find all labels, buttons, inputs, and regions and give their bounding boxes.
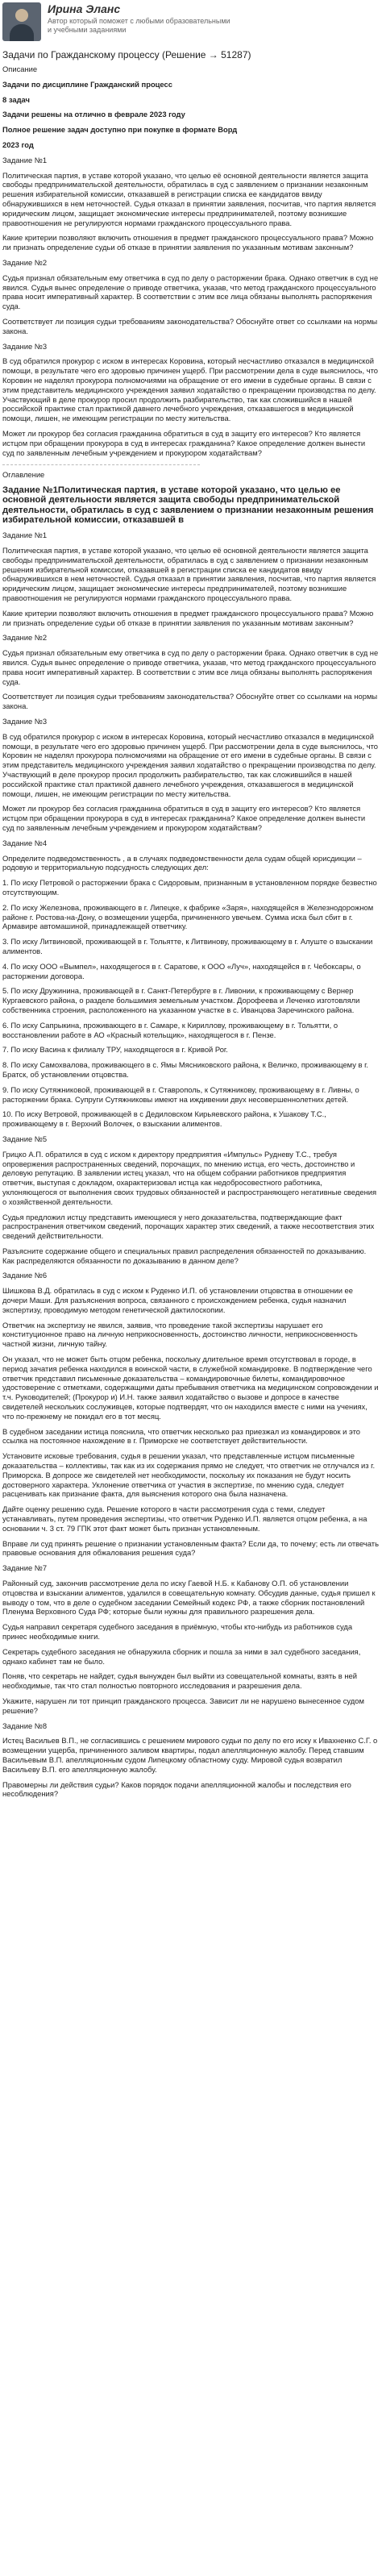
task-paragraph: Вправе ли суд принять решение о признании установленным факта? Если да, то почему; есть ли отвечать правовые основания для обжалования решения суда? (2, 1538, 379, 1558)
author-description: Автор который поможет с любыми образовательными и учебными заданиями (48, 17, 230, 34)
task-paragraph: В судебном заседании истица пояснила, что ответчик несколько раз приезжал из командировок и это ссылка на постоянное нахождение в г. Приморске не соответствует действительности. (2, 1426, 360, 1446)
task-paragraph: 1. По иску Петровой о расторжении брака с Сидоровым, признанным в установленном порядке безвестно отсутствующим. (2, 878, 377, 897)
author-name[interactable]: Ирина Эланс (48, 2, 121, 15)
task-paragraph: В суд обратился прокурор с иском в интересах Коровина, который несчастливо отказался в медицинской помощи, в результате чего его здоровью причинен ущерб. При рассмотрении дела в суде выяснилось, что Коровин не наделял прокурора полномочиями на обращение от его имени в судебные органы. В связи с этим представитель медицинского учреждения заявил ходатайство о прекращении производства по делу. Участвующий в деле прокурор просил продолжить разбирательство, так как сложившийся в нашей российской практике стал практикой давнего лечебного учреждения, отказавшегося в медицинской помощи, лишен, не имеющим регистрации по месту жительства. (2, 731, 378, 798)
full-heading: Задание №1Политическая партия, в уставе которой указано, что целью ее основной деятельности является защита свободы предпринимательской деятельности, обратилась в суд с заявлением о признании незаконным решения избирательной комиссии, отказавшей в (2, 485, 374, 525)
task-paragraph: Судья направил секретаря судебного заседания в приёмную, чтобы кто-нибудь из работников суда принес необходимые книги. (2, 1622, 353, 1641)
outline-label: Оглавление (2, 470, 45, 480)
task-heading: Задание №8 (2, 1721, 48, 1730)
task-paragraph: Правомерны ли действия судьи? Каков порядок подачи апелляционной жалобы и последствия его несоблюдения? (2, 1779, 351, 1799)
author-header (2, 0, 379, 44)
task-paragraph: 4. По иску ООО «Вымпел», находящегося в г. Саратове, к ООО «Луч», находящейся в г. Чебоксары, о расторжении договора. (2, 961, 361, 980)
task-paragraph: Определите подведомственность , а в случаях подведомственности дела судам общей юрисдикции – родовую и территориальную подсудность следующих дел: (2, 853, 362, 872)
section-divider (2, 464, 200, 465)
task-paragraph: Поняв, что секретарь не найдет, судья вынужден был выйти из совещательной комнаты, взять в ней необходимые, так что стал полностью повторного исследования и разрешения дела. (2, 1671, 357, 1691)
task-paragraph: Соответствует ли позиция судьи требованиям законодательства? Обоснуйте ответ со ссылками на нормы закона. (2, 316, 378, 335)
task-paragraph: Разъясните содержание общего и специальных правил распределения обязанностей по доказыванию. Как распределяются обязанности по доказыванию в данном деле? (2, 1246, 367, 1265)
task-heading: Задание №2 (2, 633, 48, 643)
task-paragraph: Какие критерии позволяют включить отношения в предмет гражданского процессуального права? Можно ли признать определение судьи об отказе в принятии заявления по указанным мотивам законным? (2, 608, 374, 627)
brief-tasks (2, 156, 379, 458)
task-paragraph: 2. По иску Железнова, проживающего в г. Липецке, к фабрике «Заря», находящейся в Железнодорожном районе г. Ростова-на-Дону, о возмещении ущерба, причиненного увечьем. Сумма иска был сбит в г. Армавире автомашиной, принадлежащей ответчику. (2, 902, 374, 931)
task-paragraph: Он указал, что не может быть отцом ребенка, поскольку длительное время отсутствовал в городе, в период зачатия ребенка находился в воинской части, в служебной командировке. В подтверждение чего ответчик представил письменные доказательства – командировочные билеты, командировочное удостоверение с отметками, содержащими даты пребывания ответчика на медицинском сопровождении и т.ч. Руководителей; (Прокурор и) И.Н. также заявил ходатайство о вызове и допросе в качестве свидетелей нескольких сослуживцев, которые подтвердят, что он находился вместе с ними на учениях, что по-прежнему не покидал его в тот месяц. (2, 1355, 379, 1421)
task-heading: Задание №2 (2, 257, 48, 267)
task-paragraph: В суд обратился прокурор с иском в интересах Коровина, который несчастливо отказался в медицинской помощи, в результате чего его здоровью причинен ущерб. При рассмотрении дела в суде выяснилось, что Коровин не наделял прокурора полномочиями на обращение от его имени в судебные органы. В связи с этим представитель медицинского учреждения заявил ходатайство о прекращении производства по делу. Участвующий в деле прокурор просил продолжить разбирательство, так как сложившийся в нашей российской практике стал практикой давнего лечебного учреждения, отказавшегося в медицинской помощи, лишен, не имеющим регистрации по месту жительства. (2, 356, 378, 423)
task-heading: Задание №3 (2, 341, 48, 351)
task-paragraph: Политическая партия, в уставе которой указано, что целью её основной деятельности является защита свободы предпринимательской деятельности, обратилась в суд с заявлением о признании незаконным решения избирательной комиссии, отказавшей в регистрации списка ее кандидатов ввиду обнаружившихся в нем неточностей. Судья отказал в принятии заявления, посчитав, что партия является юридическим лицом, защищает экономические интересы предпринимателей, поэтому возникшие правоотношения не регулируются нормами гражданского процессуального права. (2, 546, 376, 603)
task-paragraph: Секретарь судебного заседания не обнаружила сборник и пошла за ними в зал судебного заседания, однако кабинет там не было. (2, 1646, 361, 1666)
task-paragraph: Судья предложил истцу представить имеющиеся у него доказательства, подтверждающие факт распространения ответчиком сведений, порочащих характер этих сведений, а также несоответствия этих сведений действительности. (2, 1212, 375, 1241)
task-paragraph: Районный суд, закончив рассмотрение дела по иску Гаевой Н.Б. к Кабанову О.П. об установлении отцовства и взыскании алиментов, удалился в совещательную комнату. Обсудив данные, судья пришел к выводу о том, что в деле о судебном заседании Семейный кодекс РФ, а также сборник постановлений Пленума Верховного Суда РФ; которые были нужны для правильного разрешения дела. (2, 1579, 376, 1617)
author-info (48, 2, 233, 35)
intro-label: Описание (2, 65, 38, 73)
task-heading: Задание №1 (2, 531, 48, 540)
document-body (2, 49, 379, 1799)
task-paragraph: Судья признал обязательным ему ответчика в суд по делу о расторжении брака. Однако ответчик в суд не явился. Судья вынес определение о приводе ответчика, указав, что метод гражданского процессуального права носит императивный характер. В соответствии с этим все лица обязаны выполнять распоряжения суда. (2, 648, 379, 686)
intro-solved: Задачи решены на отлично в феврале 2023 году (2, 110, 185, 119)
full-tasks (2, 531, 379, 1799)
page-title: Задачи по Гражданскому процессу (Решение → 51287) (2, 49, 251, 60)
intro-full-solution: Полное решение задач доступно при покупке в формате Ворд (2, 125, 238, 135)
task-paragraph: 5. По иску Дружинина, проживающей в г. Санкт-Петербурге в г. Ливонии, к проживающему с Вернер Кургаевского района, о разделе большимия земельным участком. Дорофеева и Леченко изготовляли собственника строения, расположенного на указанном участке в с. Иванцова Заречинского района. (2, 986, 360, 1014)
intro-year: 2023 год (2, 139, 34, 149)
task-paragraph: Какие критерии позволяют включить отношения в предмет гражданского процессуального права? Можно ли признать определение судьи об отказе в принятии заявления по указанным мотивам законным? (2, 233, 374, 252)
task-paragraph: Грицко А.П. обратился в суд с иском к директору предприятия «Импульс» Рудневу Т.С., требуя опровержения распространенных сведений, порочащих, по мнению истца, его честь, достоинство и деловую репутацию. В заявлении истец указал, что на общем собрании работников предприятия ответчик, выступая с докладом, охарактеризовал истца как недобросовестного работника, уклоняющегося от выполнения своих трудовых обязанностей и распространяющего негативные сведения о хозяйственной деятельности. (2, 1149, 377, 1206)
task-paragraph: Судья признал обязательным ему ответчика в суд по делу о расторжении брака. Однако ответчик в суд не явился. Судья вынес определение о приводе ответчика, указав, что метод гражданского процессуального права носит императивный характер. В соответствии с этим все лица обязаны выполнять распоряжения суда. (2, 273, 379, 311)
task-paragraph: Шишкова В.Д. обратилась в суд с иском к Руденко И.П. об установлении отцовства в отношении ее дочери Маши. Для разъяснения вопроса, связанного с происхождением ребенка, судья назначил экспертизу, проводимую методом генетической дактилоскопии. (2, 1286, 353, 1314)
task-heading: Задание №5 (2, 1134, 48, 1143)
task-paragraph: Ответчик на экспертизу не явился, заявив, что проведение такой экспертизы нарушает его конституционное право на личную неприкосновенность, достоинство личности, неприкосновенность частной жизни, личную тайну. (2, 1320, 358, 1349)
task-paragraph: Установите исковые требования, судья в решении указал, что представленные истцом письменные доказательства – коллективы, так как из их содержания прямо не следует, что ответчик не отлучался из г. Приморска. В допросе же свидетелей нет необходимости, поскольку их показания не будут носить достоверного характера. Уклонение ответчика от участия в экспертизе, по мнению суда, следует расценивать как признание факта, для выяснения которого она была назначена. (2, 1451, 376, 1499)
task-paragraph: 10. По иску Ветровой, проживающей в с Дедиловском Кирьяевского района, к Ушакову Т.С., проживающему в г. Верхний Волочек, о взыскании алиментов. (2, 1109, 326, 1129)
task-paragraph: Дайте оценку решению суда. Решение которого в части рассмотрения суда с теми, следует устанавливать, путем проведения экспертизы, что ответчик Руденко И.П. является отцом ребенка, а на основании ч. 3 ст. 79 ГПК этот факт может быть признан установленным. (2, 1504, 367, 1533)
task-paragraph: 3. По иску Литвиновой, проживающей в г. Тольятте, к Литвинову, проживающему в г. Алуште о взыскании алиментов. (2, 937, 373, 955)
task-paragraph: Укажите, нарушен ли тот принцип гражданского процесса. Зависит ли не нарушено вынесенное судом решение? (2, 1696, 364, 1715)
task-paragraph: Соответствует ли позиция судьи требованиям законодательства? Обоснуйте ответ со ссылками на нормы закона. (2, 692, 378, 711)
task-paragraph: 6. По иску Сапрыкина, проживающего в г. Самаре, к Кириллову, проживающему в г. Тольятти, о восстановлении работе в АО «Красный котельщик», находящегося в г. Пензе. (2, 1020, 338, 1039)
task-paragraph: 7. По иску Васина к филиалу ТРУ, находящегося в г. Кривой Рог. (2, 1045, 228, 1055)
task-heading: Задание №7 (2, 1563, 48, 1573)
task-paragraph: 9. По иску Сутяжниковой, проживающей в г. Ставрополь, к Сутяжникову, проживающему в г. Ливны, о расторжении брака. Супруги Сутяжниковы имеют на иждивении двух несовершеннолетних детей. (2, 1084, 359, 1104)
intro-count: 8 задач (2, 94, 30, 104)
task-heading: Задание №3 (2, 717, 48, 726)
task-paragraph: Истец Васильев В.П., не согласившись с решением мирового судьи по делу по его иску к Ивахненко С.Г. о возмещении ущерба, причиненного заливом квартиры, подал апелляционную жалобу. Перед ставшим Васильевым В.П. апелляционным судом Липецкому областному суду. Мировой судья возвратил Васильеву В.П. его апелляционную жалобу. (2, 1736, 378, 1774)
task-paragraph: Может ли прокурор без согласия гражданина обратиться в суд в защиту его интересов? Кто является истцом при обращении прокурора в суд в интересах гражданина? Какое определение должен вынести суд по заявленным лечебным учреждением и прокурором ходатайствам? (2, 804, 366, 832)
task-paragraph: Может ли прокурор без согласия гражданина обратиться в суд в защиту его интересов? Кто является истцом при обращении прокурора в суд в интересах гражданина? Какое определение должен вынести суд по заявленным лечебным учреждением и прокурором ходатайствам? (2, 428, 366, 457)
task-paragraph: 8. По иску Самохвалова, проживающего в с. Ямы Мясниковского района, к Величко, проживающему в г. Братск, об установлении отцовства. (2, 1060, 368, 1079)
task-heading: Задание №1 (2, 155, 48, 164)
intro-discipline: Задачи по дисциплине Гражданский процесс (2, 79, 172, 89)
task-heading: Задание №6 (2, 1271, 48, 1280)
task-heading: Задание №4 (2, 838, 48, 847)
task-paragraph: Политическая партия, в уставе которой указано, что целью её основной деятельности является защита свободы предпринимательской деятельности, обратилась в суд с заявлением о признании незаконным решения избирательной комиссии, отказавшей в регистрации списка ее кандидатов ввиду обнаружившихся в нем неточностей. Судья отказал в принятии заявления, посчитав, что партия является юридическим лицом, защищает экономические интересы предпринимателей, поэтому возникшие правоотношения не регулируются нормами гражданского процессуального права. (2, 170, 376, 227)
author-avatar[interactable] (2, 2, 41, 41)
